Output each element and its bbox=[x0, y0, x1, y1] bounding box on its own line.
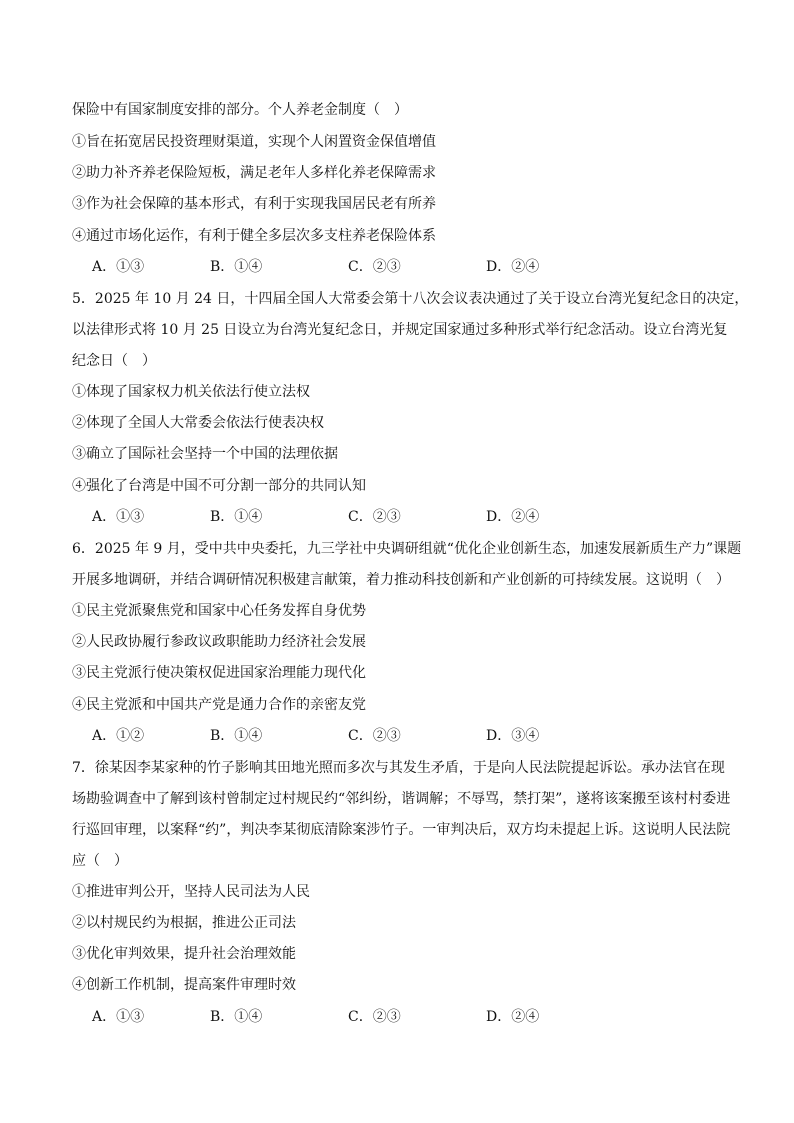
question-5-options bbox=[92, 507, 692, 527]
question-7-statement-3: ③优化审判效果，提升社会治理效能 bbox=[72, 946, 296, 962]
question-7-options bbox=[92, 1007, 692, 1027]
option-a[interactable]: A．①③ bbox=[92, 509, 145, 525]
question-4-options bbox=[92, 257, 692, 277]
option-b[interactable]: B．①④ bbox=[210, 509, 263, 525]
question-4-statement-1: ①旨在拓宽居民投资理财渠道，实现个人闲置资金保值增值 bbox=[72, 134, 436, 150]
option-b[interactable]: B．①④ bbox=[210, 728, 263, 744]
question-4-statement-4: ④通过市场化运作，有利于健全多层次多支柱养老保险体系 bbox=[72, 228, 436, 244]
option-d[interactable]: D．③④ bbox=[486, 728, 540, 744]
question-6-options bbox=[92, 726, 692, 746]
question-7-statement-1: ①推进审判公开，坚持人民司法为人民 bbox=[72, 884, 310, 900]
question-5-stem-line-2: 以法律形式将 10 月 25 日设立为台湾光复纪念日，并规定国家通过多种形式举行纪念活动。设立台湾光复 bbox=[72, 322, 728, 338]
question-6-statement-2: ②人民政协履行参政议政职能助力经济社会发展 bbox=[72, 634, 366, 650]
question-5-stem-line-1: 5．2025 年 10 月 24 日，十四届全国人大常委会第十八次会议表决通过了关于设立台湾光复纪念日的决定， bbox=[72, 291, 749, 307]
option-d[interactable]: D．②④ bbox=[486, 1009, 540, 1025]
option-d[interactable]: D．②④ bbox=[486, 509, 540, 525]
option-c[interactable]: C．②③ bbox=[348, 509, 401, 525]
option-a[interactable]: A．①② bbox=[92, 728, 145, 744]
option-a[interactable]: A．①③ bbox=[92, 259, 145, 275]
question-7-stem-line-3: 行巡回审理，以案释“约”，判决李某彻底清除案涉竹子。一审判决后，双方均未提起上诉。这说明人民法院 bbox=[72, 822, 731, 838]
question-5-statement-4: ④强化了台湾是中国不可分割一部分的共同认知 bbox=[72, 478, 366, 494]
option-a[interactable]: A．①③ bbox=[92, 1009, 145, 1025]
question-7-stem-line-2: 场勘验调查中了解到该村曾制定过村规民约“邻纠纷，谐调解；不辱骂，禁打架”，遂将该案搬至该村村委进 bbox=[72, 791, 731, 807]
question-6-statement-4: ④民主党派和中国共产党是通力合作的亲密友党 bbox=[72, 697, 366, 713]
question-5-statement-2: ②体现了全国人大常委会依法行使表决权 bbox=[72, 415, 324, 431]
question-4-stem: 保险中有国家制度安排的部分。个人养老金制度（ ） bbox=[72, 102, 408, 118]
option-c[interactable]: C．②③ bbox=[348, 259, 401, 275]
question-5-stem-line-3: 纪念日（ ） bbox=[72, 353, 156, 369]
option-c[interactable]: C．②③ bbox=[348, 728, 401, 744]
question-6-statement-1: ①民主党派聚焦党和国家中心任务发挥自身优势 bbox=[72, 603, 366, 619]
question-5-statement-1: ①体现了国家权力机关依法行使立法权 bbox=[72, 384, 310, 400]
question-7-stem-line-1: 7．徐某因李某家种的竹子影响其田地光照而多次与其发生矛盾，于是向人民法院提起诉讼。承办法官在现 bbox=[72, 760, 725, 776]
question-6-statement-3: ③民主党派行使决策权促进国家治理能力现代化 bbox=[72, 665, 366, 681]
option-b[interactable]: B．①④ bbox=[210, 259, 263, 275]
question-4-statement-2: ②助力补齐养老保险短板，满足老年人多样化养老保障需求 bbox=[72, 165, 436, 181]
option-d[interactable]: D．②④ bbox=[486, 259, 540, 275]
question-7-statement-4: ④创新工作机制，提高案件审理时效 bbox=[72, 977, 296, 993]
question-5-statement-3: ③确立了国际社会坚持一个中国的法理依据 bbox=[72, 446, 338, 462]
option-c[interactable]: C．②③ bbox=[348, 1009, 401, 1025]
question-4-statement-3: ③作为社会保障的基本形式，有利于实现我国居民老有所养 bbox=[72, 196, 436, 212]
option-b[interactable]: B．①④ bbox=[210, 1009, 263, 1025]
question-7-statement-2: ②以村规民约为根据，推进公正司法 bbox=[72, 915, 296, 931]
question-6-stem-line-1: 6．2025 年 9 月，受中共中央委托，九三学社中央调研组就“优化企业创新生态，加速发展新质生产力”课题 bbox=[72, 541, 742, 557]
question-6-stem-line-2: 开展多地调研，并结合调研情况积极建言献策，着力推动科技创新和产业创新的可持续发展。这说明（ ） bbox=[72, 572, 730, 588]
question-7-stem-line-4: 应（ ） bbox=[72, 853, 128, 869]
